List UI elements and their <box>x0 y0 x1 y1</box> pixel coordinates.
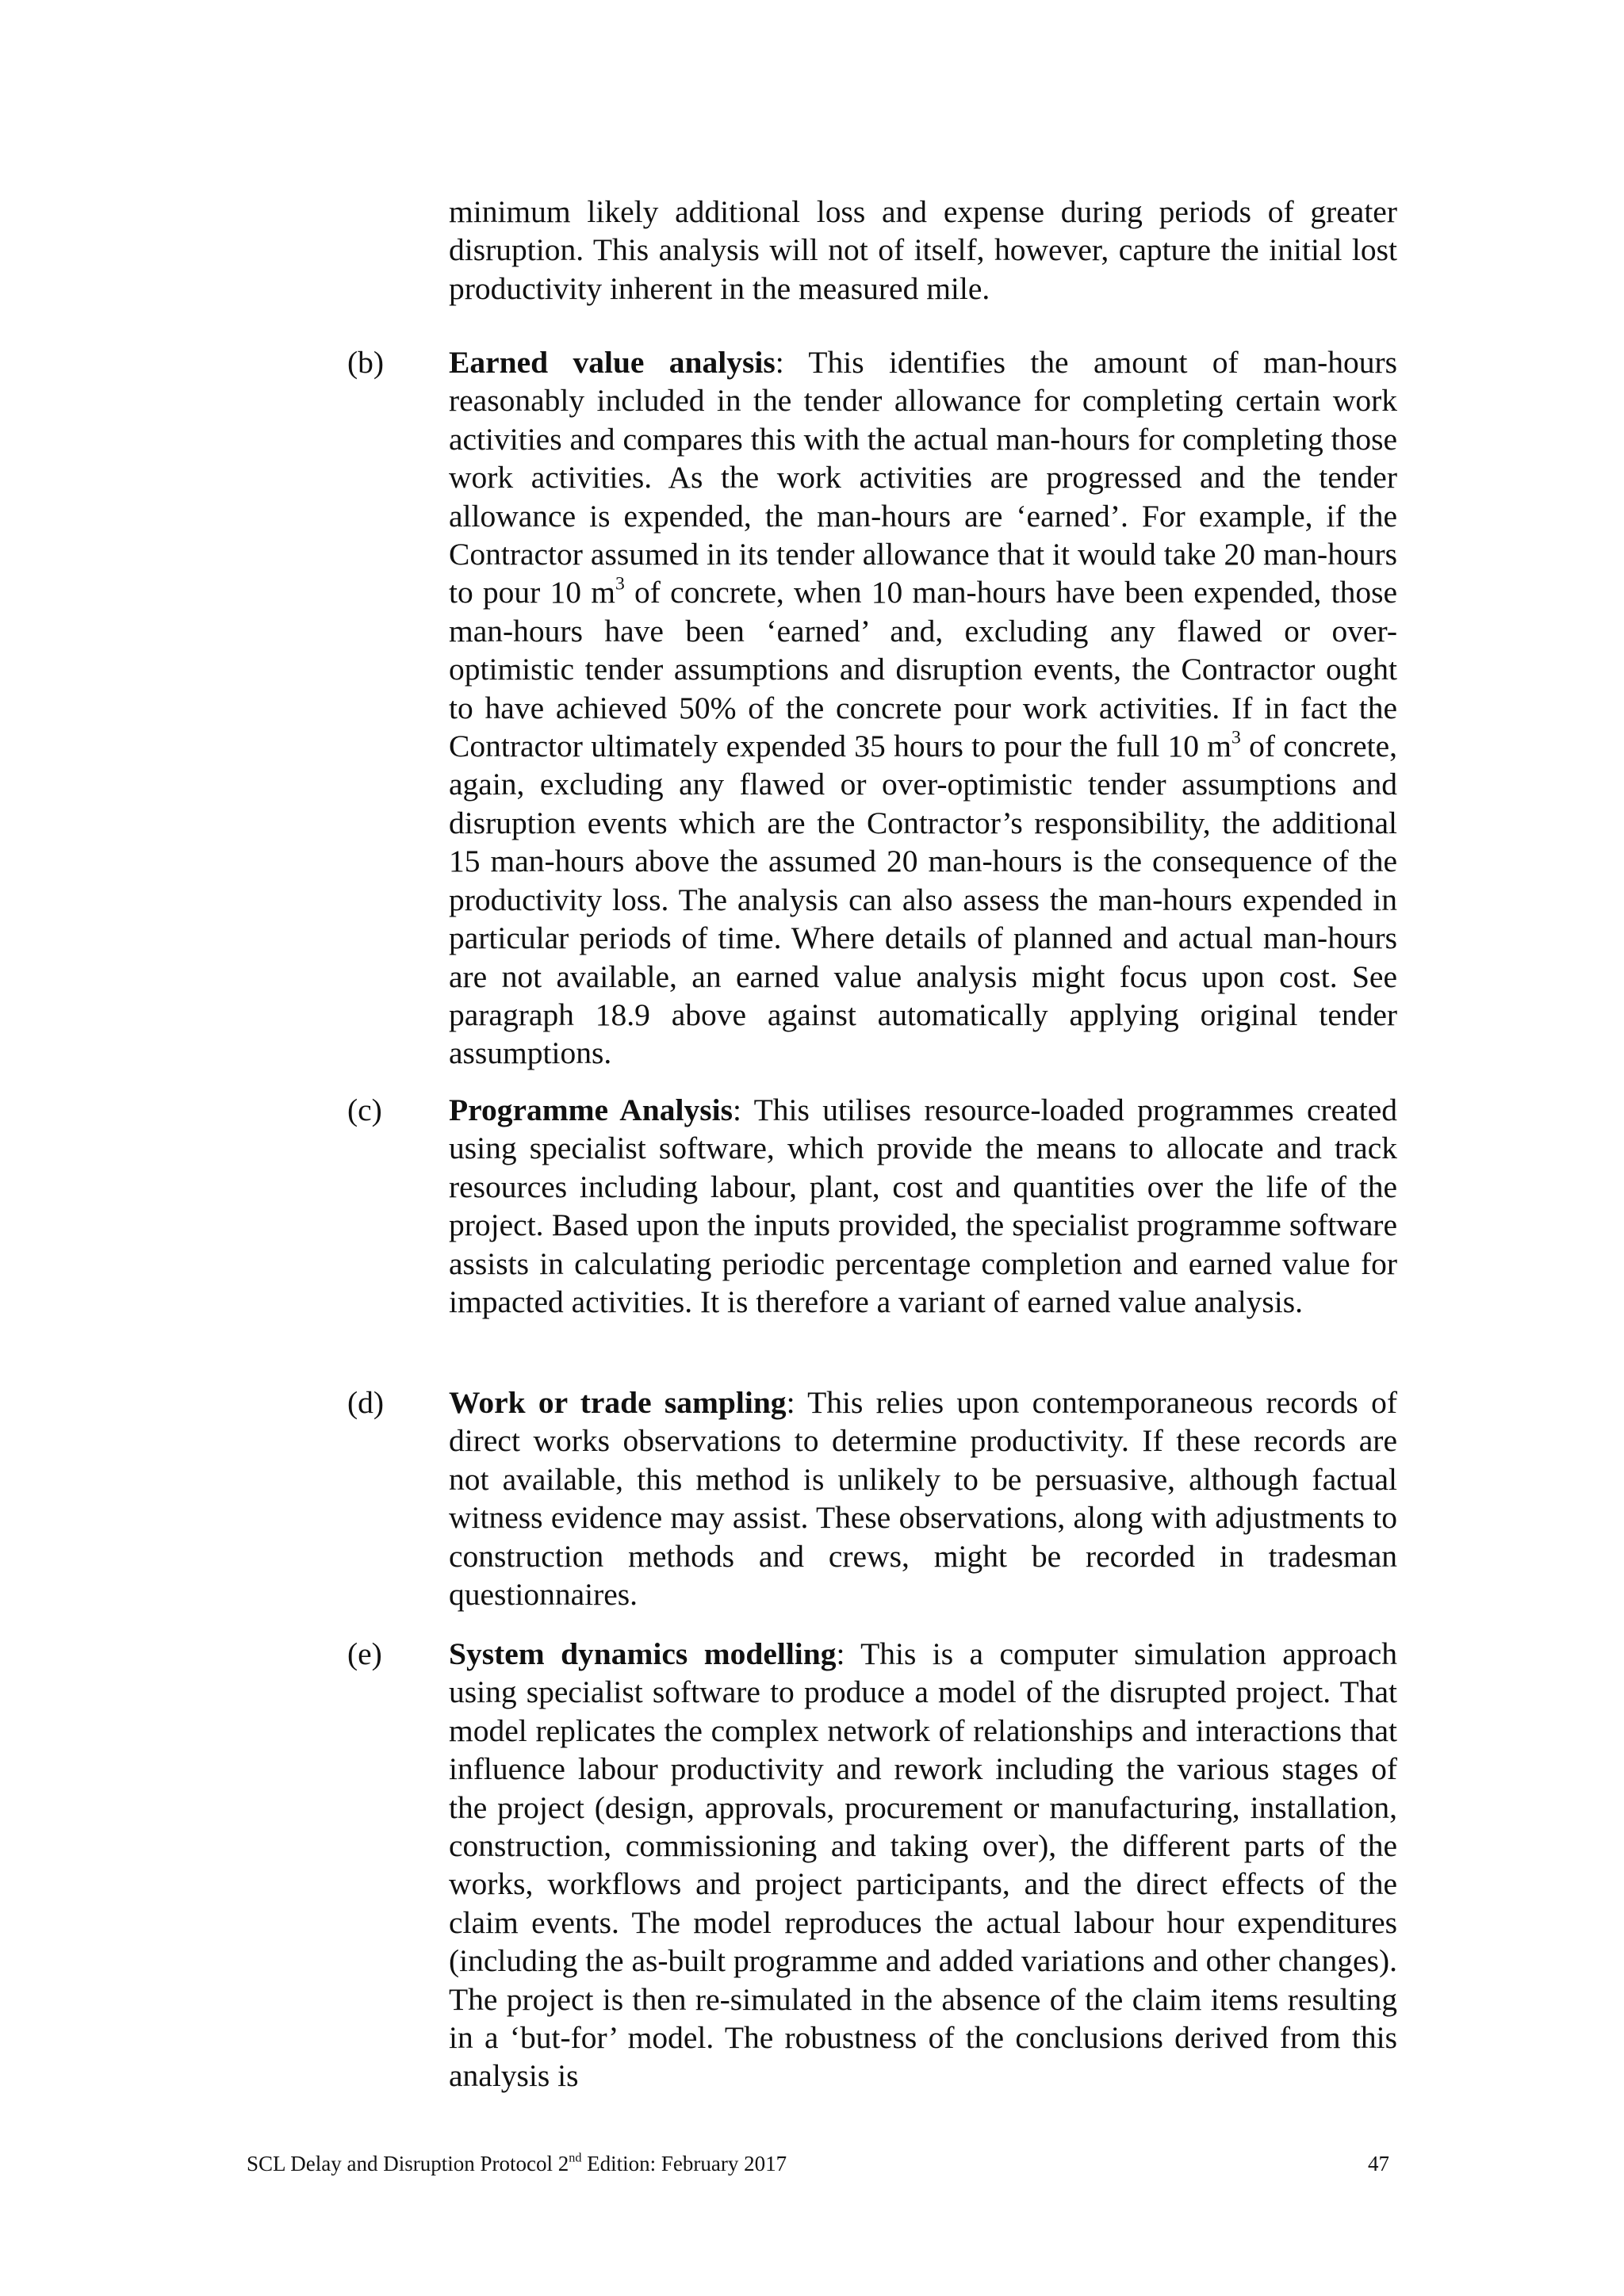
item-text-b-1: : This identifies the amount of man-hours reasonably included in the tender allowance for completing certain work activities and compares this with the actual man-hours for completing those work activities. As the work activities are progressed and the tender allowance is expended, the man-hours are ‘earned’. For example, if the Contractor assumed in its tender allowance that it would take 20 man-hours to pour 10 m <box>449 345 1397 610</box>
item-label-e: (e) <box>347 1636 382 1671</box>
item-label-c: (c) <box>347 1093 382 1127</box>
item-text-b-2: of concrete, when 10 man-hours have been expended, those man-hours have been ‘earned’ and, excluding any flawed or over-optimistic tender assumptions and disruption events, the Contractor ought to have achieved 50% of the concrete pour work activities. If in fact the Contractor ultimately expended 35 hours to pour the full 10 m <box>449 575 1397 764</box>
item-term-d: Work or trade sampling <box>449 1385 787 1420</box>
page-number: 47 <box>1368 2152 1389 2175</box>
item-paragraph-b <box>449 343 1397 1073</box>
continuation-paragraph <box>449 193 1397 308</box>
footer-title-date: Edition: February 2017 <box>581 2152 787 2175</box>
item-text-b-3: of concrete, again, excluding any flawed or over-optimistic tender assumptions and disruption events which are the Contractor’s responsibility, the additional 15 man-hours above the assumed 20 man-hours is the consequence of the productivity loss. The analysis can also assess the man-hours expended in particular periods of time. Where details of planned and actual man-hours are not available, an earned value analysis might focus upon cost. See paragraph 18.9 above against automatically applying original tender assumptions. <box>449 729 1397 1071</box>
footer-title <box>247 2151 787 2176</box>
footer-title-text: SCL Delay and Disruption Protocol 2 <box>247 2152 569 2175</box>
item-paragraph-c <box>449 1091 1397 1321</box>
item-term-b: Earned value analysis <box>449 345 776 380</box>
item-label-b: (b) <box>347 345 385 380</box>
item-paragraph-d <box>449 1383 1397 1613</box>
item-term-c: Programme Analysis <box>449 1093 733 1127</box>
footer-title-superscript: nd <box>569 2150 582 2165</box>
continuation-text: minimum likely additional loss and expense during periods of greater disruption. This analysis will not of itself, however, capture the initial lost productivity inherent in the measured mile. <box>449 194 1397 306</box>
superscript-cubed-2: 3 <box>1231 727 1241 748</box>
item-paragraph-e <box>449 1635 1397 2095</box>
item-text-e: : This is a computer simulation approach using specialist software to produce a model of the disrupted project. That model replicates the complex network of relationships and interactions that influence labour productivity and rework including the various stages of the project (design, approvals, procurement or manufacturing, installation, construction, commissioning and taking over), the different parts of the works, workflows and project participants, and the direct effects of the claim events. The model reproduces the actual labour hour expenditures (including the as-built programme and added variations and other changes). The project is then re-simulated in the absence of the claim items resulting in a ‘but-for’ model. The robustness of the conclusions derived from this analysis is <box>449 1636 1397 2094</box>
item-text-c: : This utilises resource-loaded programmes created using specialist software, which provide the means to allocate and track resources including labour, plant, cost and quantities over the life of the project. Based upon the inputs provided, the specialist programme software assists in calculating periodic percentage completion and earned value for impacted activities. It is therefore a variant of earned value analysis. <box>449 1093 1397 1320</box>
superscript-cubed-1: 3 <box>615 573 625 595</box>
item-label-d: (d) <box>347 1385 385 1420</box>
item-text-d: : This relies upon contemporaneous records of direct works observations to determine productivity. If these records are not available, this method is unlikely to be persuasive, although factual witness evidence may assist. These observations, along with adjustments to construction methods and crews, might be recorded in tradesman questionnaires. <box>449 1385 1397 1613</box>
item-term-e: System dynamics modelling <box>449 1636 837 1671</box>
